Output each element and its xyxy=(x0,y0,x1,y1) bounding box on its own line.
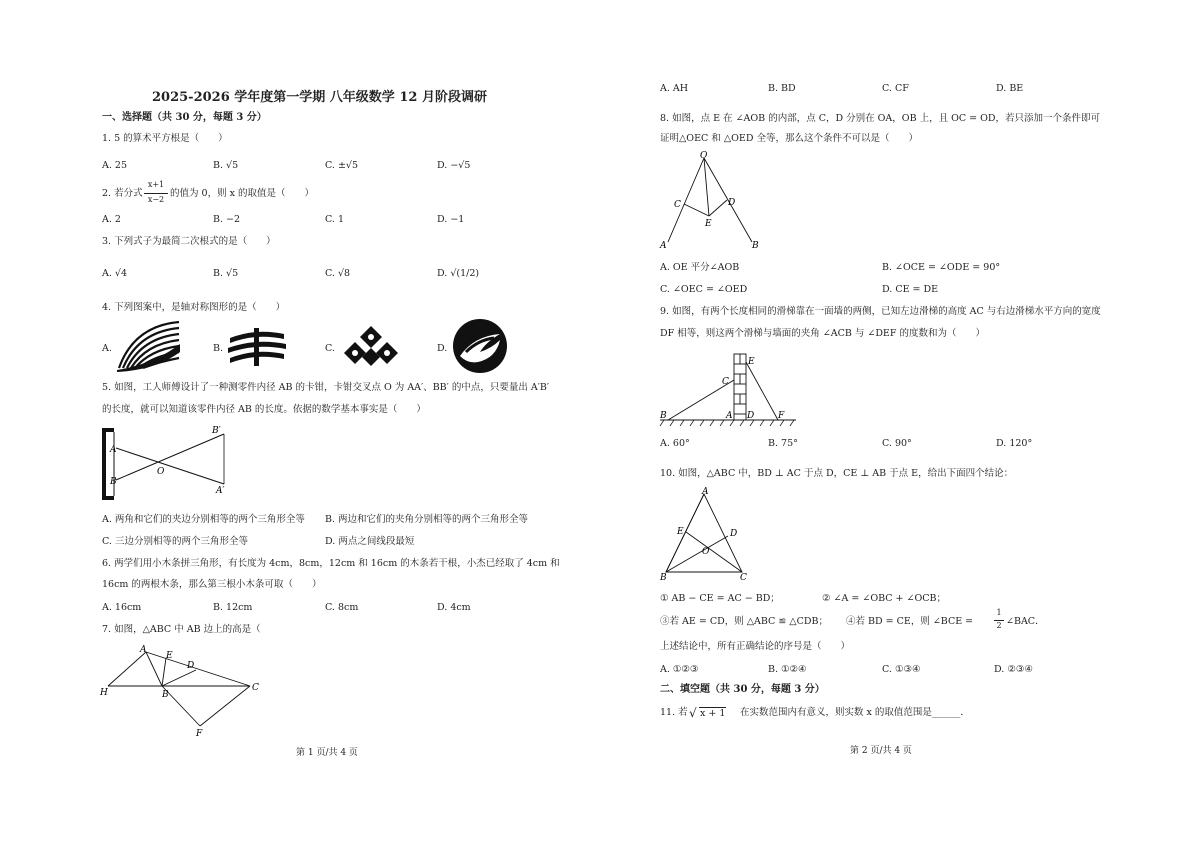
q3-stem: 3. 下列式子为最简二次根式的是（ ） xyxy=(102,236,276,247)
q4-pattern-d-image xyxy=(452,318,508,374)
q10-half-denominator: 2 xyxy=(996,621,1002,630)
q9-stem-line1: 9. 如图，有两个长度相同的滑梯靠在一面墙的两侧，已知左边滑梯的高度 AC 与右边滑梯水平方向的宽度 xyxy=(660,306,1101,317)
q1-option-b: B. √5 xyxy=(213,160,239,171)
q10-label-e: E xyxy=(677,527,684,537)
q8-option-c: C. ∠OEC = ∠OED xyxy=(660,284,748,295)
q8-label-b: B xyxy=(752,241,759,251)
q11-radical-sign: √ xyxy=(689,706,697,720)
q9-label-f: F xyxy=(778,411,785,421)
q5-label-a: A xyxy=(110,445,117,455)
q5-option-a: A. 两角和它们的夹边分别相等的两个三角形全等 xyxy=(102,514,305,525)
q4-pattern-a-image xyxy=(114,318,184,374)
q10-option-a: A. ①②③ xyxy=(660,664,699,675)
q2-frac-denominator: x−2 xyxy=(147,195,165,204)
q5-label-b: B xyxy=(110,477,117,487)
q11-after: 在实数范围内有意义，则实数 x 的取值范围是______． xyxy=(740,707,970,718)
q4-stem: 4. 下列图案中，是轴对称图形的是（ ） xyxy=(102,302,286,313)
q9-slide-figure xyxy=(656,346,806,430)
q9-label-d: D xyxy=(747,411,755,421)
q10-label-d: D xyxy=(730,529,738,539)
q5-label-a-prime: A′ xyxy=(216,486,225,496)
q5-label-b-prime: B′ xyxy=(212,426,221,436)
q7-label-e: E xyxy=(166,651,173,661)
q4-option-d: D. xyxy=(437,343,448,354)
q7-option-d: D. BE xyxy=(996,83,1024,94)
q10-conclusion-1: ① AB − CE = AC − BD； xyxy=(660,593,780,604)
q8-label-d: D xyxy=(728,198,736,208)
q2-option-b: B. −2 xyxy=(213,214,241,225)
q9-option-b: B. 75° xyxy=(768,438,798,449)
q6-option-d: D. 4cm xyxy=(437,602,471,613)
q7-stem: 7. 如图，△ABC 中 AB 边上的高是（ xyxy=(102,624,261,635)
q6-option-c: C. 8cm xyxy=(325,602,359,613)
q1-option-a: A. 25 xyxy=(102,160,127,171)
q7-option-b: B. BD xyxy=(768,83,796,94)
q7-label-d: D xyxy=(187,661,195,671)
q11-radicand: x + 1 xyxy=(700,708,726,719)
section-fill-heading: 二、填空题（共 30 分，每题 3 分） xyxy=(660,684,825,695)
exam-title: 2025-2026 学年度第一学期 八年级数学 12 月阶段调研 xyxy=(152,90,487,105)
q4-option-a: A. xyxy=(102,343,112,354)
q10-option-d: D. ②③④ xyxy=(994,664,1033,675)
q3-option-c: C. √8 xyxy=(325,268,351,279)
q10-label-o: O xyxy=(702,547,710,557)
q2-option-a: A. 2 xyxy=(102,214,121,225)
q7-option-a: A. AH xyxy=(660,83,689,94)
q3-option-d: D. √(1/2) xyxy=(437,268,480,279)
q10-conclusion-3: ③若 AE = CD，则 △ABC ≌ △CDB； xyxy=(660,616,828,627)
page-2 xyxy=(600,0,1200,849)
q10-question: 上述结论中，所有正确结论的序号是（ ） xyxy=(660,641,851,652)
q10-conclusion-4-before: ④若 BD = CE，则 ∠BCE = xyxy=(846,616,974,627)
q2-fraction-bar xyxy=(144,193,168,194)
q5-label-o: O xyxy=(157,467,165,477)
q10-stem: 10. 如图，△ABC 中，BD ⊥ AC 于点 D，CE ⊥ AB 于点 E，给出下面四个结论： xyxy=(660,468,1014,479)
q5-caliper-figure xyxy=(100,424,250,504)
q8-stem-line1: 8. 如图，点 E 在 ∠AOB 的内部，点 C，D 分别在 OA，OB 上，且 OC = OD，若只添加一个条件即可 xyxy=(660,113,1101,124)
q2-frac-numerator: x+1 xyxy=(147,180,165,189)
q6-stem-line2: 16cm 的两根木条，那么第三根小木条可取（ ） xyxy=(102,579,322,590)
q7-label-c: C xyxy=(252,683,259,693)
q10-label-a: A xyxy=(702,487,709,497)
q8-option-b: B. ∠OCE = ∠ODE = 90° xyxy=(882,262,1001,273)
q4-pattern-c-image xyxy=(338,324,404,368)
q1-option-c: C. ±√5 xyxy=(325,160,359,171)
q5-option-b: B. 两边和它们的夹角分别相等的两个三角形全等 xyxy=(325,514,529,525)
q8-label-e: E xyxy=(705,219,712,229)
q8-option-a: A. OE 平分∠AOB xyxy=(660,262,740,273)
q9-stem-line2: DF 相等，则这两个滑梯与墙面的夹角 ∠ACB 与 ∠DEF 的度数和为（ ） xyxy=(660,328,985,339)
q8-stem-line2: 证明△OEC 和 △OED 全等，那么这个条件不可以是（ ） xyxy=(660,133,919,144)
q11-before: 11. 若 xyxy=(660,707,688,718)
q6-option-a: A. 16cm xyxy=(102,602,142,613)
q4-pattern-b-image xyxy=(226,326,288,368)
q10-conclusion-2: ② ∠A = ∠OBC + ∠OCB； xyxy=(822,593,947,604)
q2-option-c: C. 1 xyxy=(325,214,345,225)
q5-stem-line2: 的长度，就可以知道该零件内径 AB 的长度。依据的数学基本事实是（ ） xyxy=(102,404,426,415)
q10-triangle-figure xyxy=(660,486,760,582)
q10-option-c: C. ①③④ xyxy=(882,664,921,675)
q8-label-o: O xyxy=(700,151,708,161)
q9-option-c: C. 90° xyxy=(882,438,912,449)
q5-option-c: C. 三边分别相等的两个三角形全等 xyxy=(102,536,248,547)
q7-triangle-figure xyxy=(100,640,270,740)
q10-option-b: B. ①②④ xyxy=(768,664,807,675)
q1-option-d: D. −√5 xyxy=(437,160,471,171)
q7-label-b: B xyxy=(162,690,169,700)
q9-label-e: E xyxy=(748,357,755,367)
q10-half-numerator: 1 xyxy=(996,608,1002,617)
q5-stem-line1: 5. 如图，工人师傅设计了一种测零件内径 AB 的卡钳，卡钳交叉点 O 为 AA′、BB′ 的中点，只要量出 A′B′ xyxy=(102,382,550,393)
q9-option-a: A. 60° xyxy=(660,438,690,449)
q7-label-h: H xyxy=(100,688,108,698)
q2-stem-after: 的值为 0，则 x 的取值是（ ） xyxy=(170,188,314,199)
q10-label-c: C xyxy=(740,573,747,583)
q9-label-c: C xyxy=(722,377,729,387)
q8-label-a: A xyxy=(660,241,667,251)
q9-label-b: B xyxy=(660,411,667,421)
section-choice-heading: 一、选择题（共 30 分，每题 3 分） xyxy=(102,112,267,123)
q2-option-d: D. −1 xyxy=(437,214,465,225)
q8-label-c: C xyxy=(674,200,681,210)
q4-option-c: C. xyxy=(325,343,335,354)
q8-option-d: D. CE = DE xyxy=(882,284,939,295)
q9-option-d: D. 120° xyxy=(996,438,1033,449)
q2-stem-before: 2. 若分式 xyxy=(102,188,143,199)
page-1-footer: 第 1 页/共 4 页 xyxy=(296,748,358,758)
q3-option-b: B. √5 xyxy=(213,268,239,279)
q7-label-f: F xyxy=(196,729,203,739)
q7-label-a: A xyxy=(140,645,147,655)
q8-angle-figure xyxy=(660,150,770,250)
page-2-footer: 第 2 页/共 4 页 xyxy=(850,746,912,756)
q10-conclusion-4-after: ∠BAC． xyxy=(1006,616,1045,627)
q6-option-b: B. 12cm xyxy=(213,602,253,613)
q10-label-b: B xyxy=(660,573,667,583)
q7-option-c: C. CF xyxy=(882,83,909,94)
q5-option-d: D. 两点之间线段最短 xyxy=(325,536,415,547)
q6-stem-line1: 6. 两学们用小木条拼三角形，有长度为 4cm，8cm，12cm 和 16cm 的木条若干根，小杰已经取了 4cm 和 xyxy=(102,558,560,569)
q3-option-a: A. √4 xyxy=(102,268,127,279)
q9-label-a: A xyxy=(726,411,733,421)
q4-option-b: B. xyxy=(213,343,224,354)
q1-stem: 1. 5 的算术平方根是（ ） xyxy=(102,133,228,144)
